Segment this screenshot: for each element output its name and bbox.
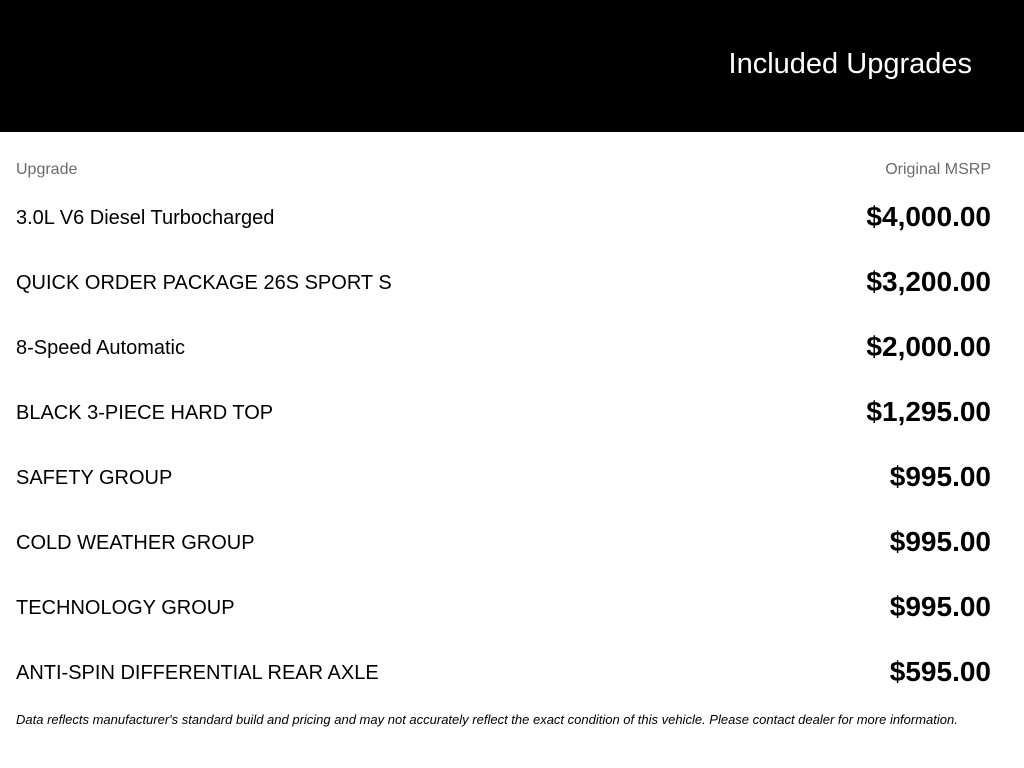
upgrade-name: QUICK ORDER PACKAGE 26S SPORT S bbox=[16, 272, 392, 294]
upgrade-price: $995.00 bbox=[889, 461, 991, 492]
upgrade-price: $2,000.00 bbox=[866, 331, 991, 362]
upgrade-name: 3.0L V6 Diesel Turbocharged bbox=[16, 207, 275, 229]
header-banner bbox=[0, 0, 1024, 132]
disclaimer-footnote: Data reflects manufacturer's standard build and pricing and may not accurately reflect the exact condition of this vehicle. Please contact dealer for more information. bbox=[16, 712, 958, 727]
upgrade-name: ANTI-SPIN DIFFERENTIAL REAR AXLE bbox=[16, 662, 379, 684]
upgrade-price: $1,295.00 bbox=[866, 396, 991, 427]
page-title: Included Upgrades bbox=[728, 48, 972, 80]
upgrade-name: SAFETY GROUP bbox=[16, 467, 173, 489]
upgrade-price: $3,200.00 bbox=[866, 266, 991, 297]
upgrade-name: TECHNOLOGY GROUP bbox=[16, 597, 235, 619]
column-header-upgrade: Upgrade bbox=[16, 161, 78, 178]
table-row bbox=[0, 575, 1024, 640]
upgrade-name: 8-Speed Automatic bbox=[16, 337, 185, 359]
table-row bbox=[0, 315, 1024, 380]
column-header-msrp: Original MSRP bbox=[885, 161, 991, 178]
table-row bbox=[0, 640, 1024, 705]
upgrade-price: $995.00 bbox=[889, 526, 991, 557]
table-row bbox=[0, 445, 1024, 510]
upgrade-price: $4,000.00 bbox=[866, 201, 991, 232]
table-row bbox=[0, 185, 1024, 250]
table-row bbox=[0, 380, 1024, 445]
table-row bbox=[0, 250, 1024, 315]
upgrade-price: $995.00 bbox=[889, 591, 991, 622]
upgrades-table bbox=[0, 185, 1024, 705]
upgrade-name: BLACK 3-PIECE HARD TOP bbox=[16, 402, 274, 424]
upgrade-name: COLD WEATHER GROUP bbox=[16, 532, 255, 554]
table-row bbox=[0, 510, 1024, 575]
upgrade-price: $595.00 bbox=[889, 656, 991, 687]
